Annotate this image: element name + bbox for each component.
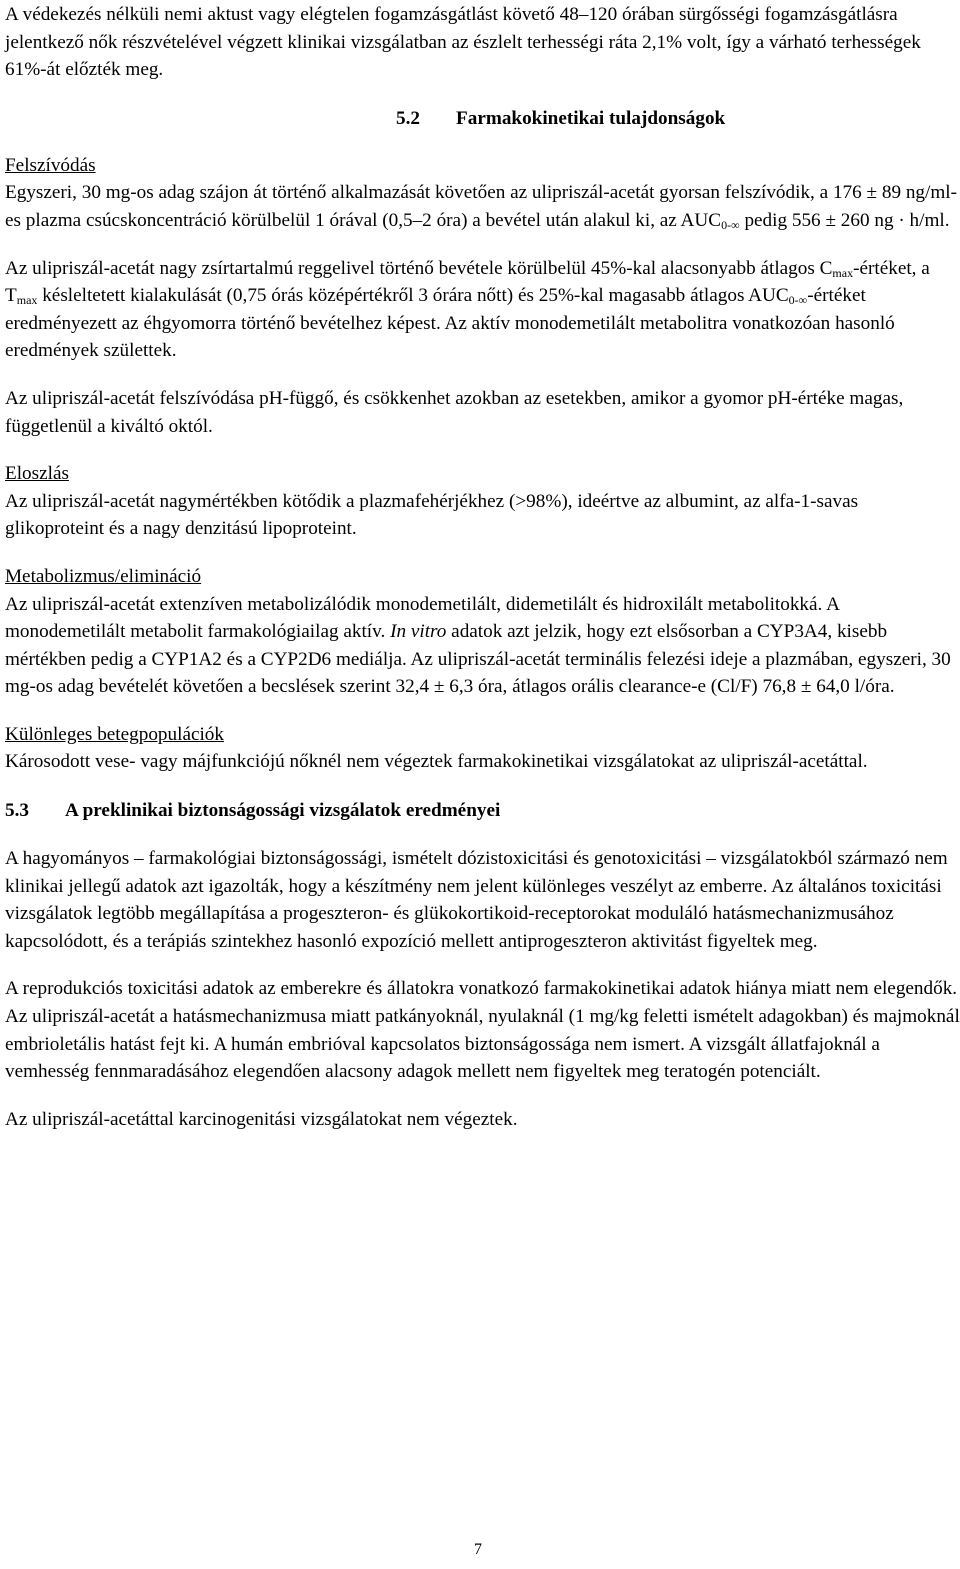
absorption-p2-text-b: -értéket, a T: [5, 257, 930, 307]
distribution-paragraph: Az ulipriszál-acetát nagymértékben kötődik a plazmafehérjékhez (>98%), ideértve az albumint, az alfa-1-savas glikoproteint és a nagy denzitású lipoproteint.: [5, 490, 859, 540]
special-populations-paragraph: Károsodott vese- vagy májfunkciójú nőknél nem végeztek farmakokinetikai vizsgálatokat az ulipriszál-acetáttal.: [5, 751, 868, 773]
preclinical-paragraph-1: A hagyományos – farmakológiai biztonságossági, ismételt dózistoxicitási és genotoxicitási – vizsgálatokból származó nem klinikai jellegű adatok azt igazolták, hogy a készítmény nem jelent különleges veszélyt az emberre. Az általános toxicitási vizsgálatok legtöbb megállapítása a progeszteron- és glükokortikoid-receptorokat moduláló hatásmechanizmusához kapcsolódott, és a terápiás szintekhez hasonló expozíció mellett antiprogeszteron aktivitást figyeltek meg.: [5, 848, 948, 952]
metabolism-text-a: Az ulipriszál-acetát extenzíven metabolizálódik monodemetilált, didemetilált és hidroxilált metabolitokká. A monodemetilált metabolit farmakológiailag aktív.: [5, 593, 839, 643]
auc-subscript: 0-∞: [721, 217, 740, 232]
preclinical-paragraph-2: A reprodukciós toxicitási adatok az emberekre és állatokra vonatkozó farmakokinetikai adatok hiánya miatt nem elegendők. Az ulipriszál-acetát a hatásmechanizmusa miatt patkányoknál, nyulaknál (1 mg/kg feletti ismételt adagokban) és majmoknál embrioletális hatást fejt ki. A humán embrióval kapcsolatos biztonságossága nem ismert. A vizsgált állatfajoknál a vemhesség fennmaradásához elegendően alacsony adagok mellett nem figyeltek meg teratogén potenciált.: [5, 978, 960, 1083]
in-vitro-italic: In vitro: [390, 621, 447, 643]
section-5-3-title: A preklinikai biztonságossági vizsgálatok eredményei: [65, 800, 501, 822]
absorption-paragraph-2: [5, 255, 960, 365]
absorption-p1-text-b: pedig 556 ± 260 ng · h/ml.: [739, 209, 950, 231]
section-5-2-title: Farmakokinetikai tulajdonságok: [456, 107, 726, 129]
absorption-p2-text-d: -értéket eredményezett az éhgyomorra történő bevételhez képest. Az aktív monodemetilált metabolitra vonatkozóan hasonló eredmények születtek.: [5, 285, 895, 362]
absorption-paragraph-3: Az ulipriszál-acetát felszívódása pH-függő, és csökkenhet azokban az esetekben, amikor a gyomor pH-értéke magas, függetlenül a kiváltó októl.: [5, 387, 904, 437]
cmax-subscript: max: [832, 265, 854, 280]
absorption-heading: Felszívódás: [5, 154, 96, 176]
absorption-p1-text-a: Egyszeri, 30 mg-os adag szájon át történő alkalmazását követően az ulipriszál-acetát gyorsan felszívódik, a 176 ± 89 ng/ml-es plazma csúcskoncentráció körülbelül 1 órával (0,5–2 óra) a bevétel után alakul ki, az AUC: [5, 182, 958, 231]
metabolism-paragraph: [5, 591, 960, 701]
tmax-subscript: max: [16, 293, 38, 308]
preclinical-paragraph-3: Az ulipriszál-acetáttal karcinogenitási vizsgálatokat nem végeztek.: [5, 1108, 518, 1130]
document-page: [5, 0, 960, 1133]
absorption-p2-text-c: késleltetett kialakulását (0,75 órás középértékről 3 órára nőtt) és 25%-kal magasabb átlagos AUC: [37, 285, 789, 307]
section-5-3-number: 5.3: [5, 800, 29, 822]
section-5-2-number: 5.2: [396, 107, 420, 129]
distribution-heading: Eloszlás: [5, 463, 69, 485]
intro-paragraph: A védekezés nélküli nemi aktust vagy elégtelen fogamzásgátlást követő 48–120 órában sürgősségi fogamzásgátlásra jelentkező nők részvételével végzett klinikai vizsgálatban az észlelt terhességi ráta 2,1% volt, így a várható terhességek 61%-át előzték meg.: [5, 4, 921, 81]
metabolism-text-b: adatok azt jelzik, hogy ezt elsősorban a CYP3A4, kisebb mértékben pedig a CYP1A2 és a CYP2D6 mediálja. Az ulipriszál-acetát terminális felezési ideje a plazmában, egyszeri, 30 mg-os adag bevételét követően a becslések szerint 32,4 ± 6,3 óra, átlagos orális clearance-e (Cl/F) 76,8 ± 64,0 l/óra.: [5, 621, 951, 698]
metabolism-heading: Metabolizmus/elimináció: [5, 565, 202, 587]
absorption-paragraph-1: [5, 179, 960, 234]
auc-subscript-2: 0-∞: [788, 293, 808, 308]
special-populations-heading: Különleges betegpopulációk: [5, 723, 224, 745]
absorption-p2-text-a: Az ulipriszál-acetát nagy zsírtartalmú reggelivel történő bevétele körülbelül 45%-kal alacsonyabb átlagos C: [5, 257, 833, 279]
page-number: 7: [474, 1541, 482, 1558]
section-5-3-heading: [5, 797, 960, 825]
section-5-2-heading: [5, 105, 960, 133]
